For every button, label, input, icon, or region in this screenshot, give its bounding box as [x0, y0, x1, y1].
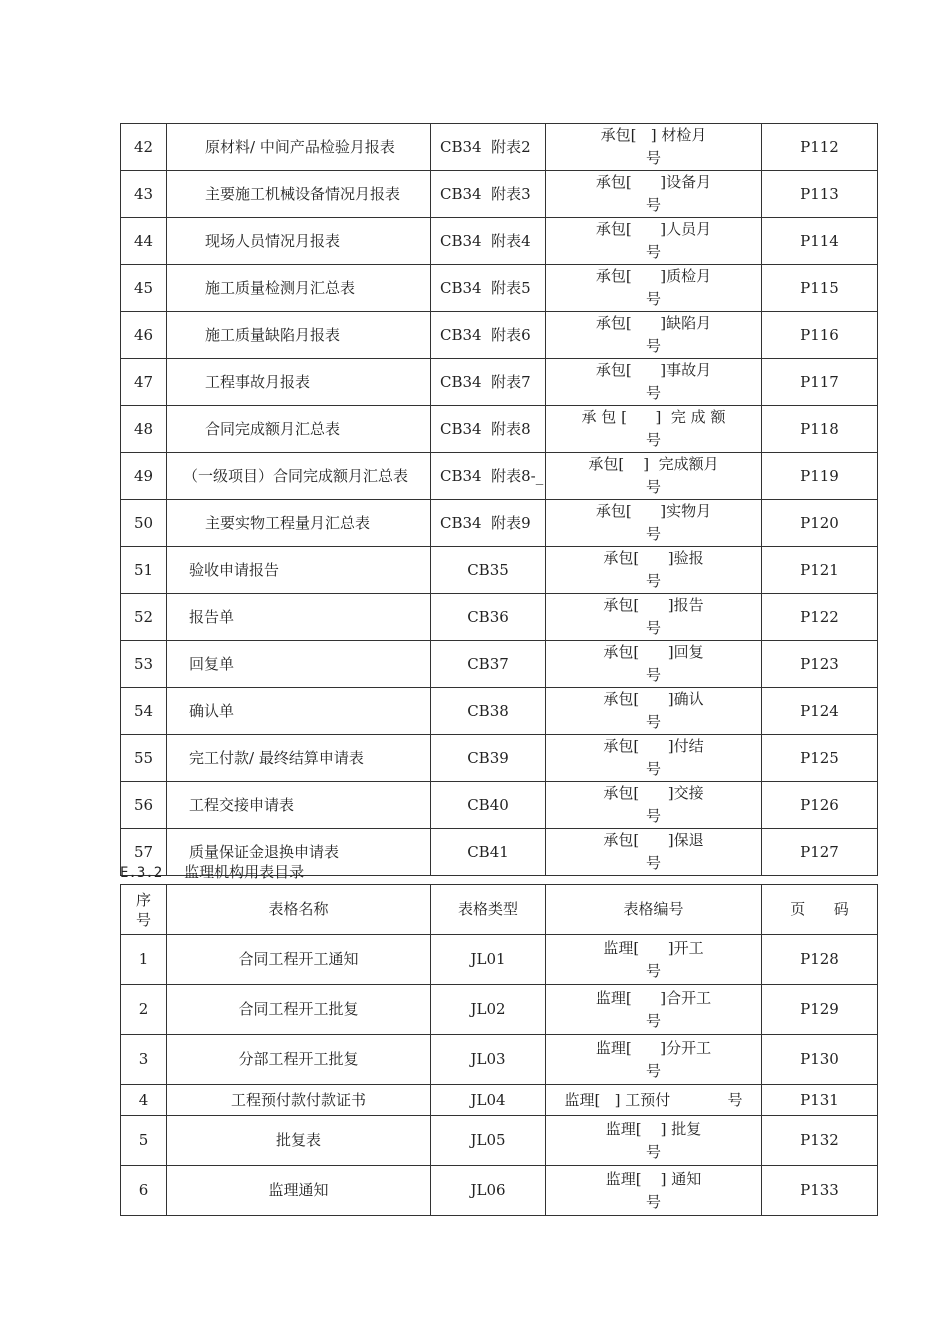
form-name: 分部工程开工批复 — [167, 1035, 431, 1085]
form-code-suffix: 号 — [645, 290, 661, 308]
form-code-suffix: 号 — [645, 572, 661, 590]
form-code-suffix: 号 — [645, 1011, 661, 1030]
page-number: P119 — [762, 453, 878, 500]
form-type: JL04 — [431, 1085, 546, 1116]
form-type: CB34 附表4 — [431, 218, 546, 265]
row-number: 3 — [121, 1035, 167, 1085]
form-code-line: 承包[ ] 材检月 — [600, 126, 707, 144]
page-number: P132 — [762, 1116, 878, 1166]
table-row — [121, 735, 878, 782]
form-name: 完工付款/ 最终结算申请表 — [167, 735, 431, 782]
form-code-suffix: 号 — [645, 1192, 661, 1211]
form-code-suffix: 号 — [645, 961, 661, 980]
row-number: 48 — [121, 406, 167, 453]
form-code-line: 监理[ ] 工预付 号 — [564, 1090, 743, 1109]
form-name: 主要施工机械设备情况月报表 — [167, 171, 431, 218]
page-number: P114 — [762, 218, 878, 265]
table-row — [121, 1166, 878, 1216]
form-name: 工程事故月报表 — [167, 359, 431, 406]
page-number: P112 — [762, 124, 878, 171]
supervision-forms-table — [120, 884, 878, 1216]
form-code — [546, 1116, 762, 1166]
form-code-suffix: 号 — [645, 384, 661, 402]
page-number: P124 — [762, 688, 878, 735]
page-number: P130 — [762, 1035, 878, 1085]
page-number: P122 — [762, 594, 878, 641]
table-row — [121, 406, 878, 453]
form-code-line: 承包[ ]实物月 — [595, 502, 712, 520]
form-type: CB37 — [431, 641, 546, 688]
form-code-line: 承包[ ] 完成额月 — [588, 455, 719, 473]
table-row — [121, 641, 878, 688]
row-number: 2 — [121, 985, 167, 1035]
form-code-suffix: 号 — [645, 666, 661, 684]
form-type: JL02 — [431, 985, 546, 1035]
form-code — [546, 171, 762, 218]
page-number: P117 — [762, 359, 878, 406]
form-code — [546, 985, 762, 1035]
row-number: 50 — [121, 500, 167, 547]
form-type: CB34 附表8 — [431, 406, 546, 453]
form-code — [546, 735, 762, 782]
form-code-line: 承包[ ]缺陷月 — [595, 314, 712, 332]
row-number: 4 — [121, 1085, 167, 1116]
row-number: 43 — [121, 171, 167, 218]
form-code — [546, 500, 762, 547]
form-name: 施工质量缺陷月报表 — [167, 312, 431, 359]
form-code-suffix: 号 — [645, 149, 661, 167]
row-number: 46 — [121, 312, 167, 359]
form-code — [546, 453, 762, 500]
form-code — [546, 312, 762, 359]
row-number: 45 — [121, 265, 167, 312]
page-number: P123 — [762, 641, 878, 688]
form-code-suffix: 号 — [645, 760, 661, 778]
form-code-line: 承包[ ]报告 — [603, 596, 704, 614]
form-type: CB41 — [431, 829, 546, 876]
page-number: P115 — [762, 265, 878, 312]
form-type: JL01 — [431, 935, 546, 985]
section-heading — [120, 861, 304, 884]
form-code-suffix: 号 — [645, 431, 661, 449]
form-code — [546, 1035, 762, 1085]
form-name: 验收申请报告 — [167, 547, 431, 594]
form-code-suffix: 号 — [645, 713, 661, 731]
form-type: CB34 附表3 — [431, 171, 546, 218]
form-name: （一级项目）合同完成额月汇总表 — [167, 453, 431, 500]
form-name: 施工质量检测月汇总表 — [167, 265, 431, 312]
form-code-suffix: 号 — [645, 196, 661, 214]
page-number: P120 — [762, 500, 878, 547]
form-code-suffix: 号 — [645, 337, 661, 355]
row-number: 57 — [121, 829, 167, 876]
page-number: P121 — [762, 547, 878, 594]
form-type: JL03 — [431, 1035, 546, 1085]
row-number: 51 — [121, 547, 167, 594]
form-type: CB34 附表5 — [431, 265, 546, 312]
form-code — [546, 359, 762, 406]
form-code-line: 承包[ ]交接 — [603, 784, 704, 802]
table-row — [121, 265, 878, 312]
form-code-suffix: 号 — [645, 854, 661, 872]
row-number: 42 — [121, 124, 167, 171]
form-name: 回复单 — [167, 641, 431, 688]
table-row — [121, 500, 878, 547]
form-code — [546, 547, 762, 594]
form-type: CB34 附表6 — [431, 312, 546, 359]
page-number: P125 — [762, 735, 878, 782]
row-number: 44 — [121, 218, 167, 265]
form-name: 质量保证金退换申请表 — [167, 829, 431, 876]
row-number: 56 — [121, 782, 167, 829]
form-type: JL05 — [431, 1116, 546, 1166]
table-row — [121, 453, 878, 500]
form-code-suffix: 号 — [645, 478, 661, 496]
form-code-suffix: 号 — [645, 243, 661, 261]
row-number: 47 — [121, 359, 167, 406]
row-number: 1 — [121, 935, 167, 985]
form-code — [546, 265, 762, 312]
form-code — [546, 124, 762, 171]
form-code — [546, 829, 762, 876]
form-code-line: 承包[ ]确认 — [603, 690, 704, 708]
form-code-line: 承包[ ]保退 — [603, 831, 704, 849]
form-code-line: 监理[ ]分开工 — [595, 1038, 712, 1057]
table-row — [121, 1116, 878, 1166]
form-type: CB39 — [431, 735, 546, 782]
form-code — [546, 1085, 762, 1116]
form-code — [546, 1166, 762, 1216]
form-code-line: 监理[ ]开工 — [603, 938, 704, 957]
form-code-suffix: 号 — [645, 807, 661, 825]
form-code-line: 监理[ ]合开工 — [595, 988, 712, 1007]
row-number: 52 — [121, 594, 167, 641]
form-code-line: 承包[ ]付结 — [603, 737, 704, 755]
page-number: P113 — [762, 171, 878, 218]
page-number: P116 — [762, 312, 878, 359]
form-code — [546, 406, 762, 453]
section-number: E.3.2 — [120, 865, 163, 881]
table-row — [121, 218, 878, 265]
form-name: 主要实物工程量月汇总表 — [167, 500, 431, 547]
form-type: JL06 — [431, 1166, 546, 1216]
table-row — [121, 124, 878, 171]
form-code — [546, 594, 762, 641]
page-number: P118 — [762, 406, 878, 453]
row-number: 53 — [121, 641, 167, 688]
header-code: 表格编号 — [546, 885, 762, 935]
form-name: 工程交接申请表 — [167, 782, 431, 829]
table-row — [121, 1035, 878, 1085]
form-code-line: 承包[ ]质检月 — [595, 267, 712, 285]
table-row — [121, 171, 878, 218]
page-number: P129 — [762, 985, 878, 1035]
table-row — [121, 935, 878, 985]
table-row — [121, 312, 878, 359]
form-name: 现场人员情况月报表 — [167, 218, 431, 265]
form-name: 合同工程开工通知 — [167, 935, 431, 985]
form-code-suffix: 号 — [645, 1142, 661, 1161]
form-type: CB38 — [431, 688, 546, 735]
form-name: 合同工程开工批复 — [167, 985, 431, 1035]
form-code — [546, 688, 762, 735]
form-code — [546, 935, 762, 985]
form-type: CB34 附表8-_ — [431, 453, 546, 500]
form-name: 工程预付款付款证书 — [167, 1085, 431, 1116]
form-type: CB34 附表2 — [431, 124, 546, 171]
table-row — [121, 985, 878, 1035]
table-row — [121, 782, 878, 829]
page-number: P127 — [762, 829, 878, 876]
form-code — [546, 641, 762, 688]
form-name: 批复表 — [167, 1116, 431, 1166]
section-title: 监理机构用表目录 — [184, 863, 305, 881]
table-row — [121, 547, 878, 594]
form-type: CB34 附表9 — [431, 500, 546, 547]
form-code — [546, 218, 762, 265]
header-type: 表格类型 — [431, 885, 546, 935]
page-number: P133 — [762, 1166, 878, 1216]
page-number: P128 — [762, 935, 878, 985]
table-row — [121, 688, 878, 735]
row-number: 49 — [121, 453, 167, 500]
table-header-row — [121, 885, 878, 935]
form-code-line: 承包[ ]回复 — [603, 643, 704, 661]
form-code — [546, 782, 762, 829]
table-row — [121, 1085, 878, 1116]
page-number: P126 — [762, 782, 878, 829]
form-code-line: 承包[ ]人员月 — [595, 220, 712, 238]
row-number: 54 — [121, 688, 167, 735]
form-name: 报告单 — [167, 594, 431, 641]
row-number: 55 — [121, 735, 167, 782]
page-number: P131 — [762, 1085, 878, 1116]
form-code-line: 监理[ ] 通知 — [605, 1169, 702, 1188]
row-number: 6 — [121, 1166, 167, 1216]
form-code-line: 承包[ ]设备月 — [595, 173, 712, 191]
contractor-forms-table — [120, 123, 878, 876]
form-type: CB34 附表7 — [431, 359, 546, 406]
form-type: CB35 — [431, 547, 546, 594]
form-name: 监理通知 — [167, 1166, 431, 1216]
header-name: 表格名称 — [167, 885, 431, 935]
table-row — [121, 359, 878, 406]
form-code-line: 承包[ ]事故月 — [595, 361, 712, 379]
form-code-suffix: 号 — [645, 619, 661, 637]
form-name: 确认单 — [167, 688, 431, 735]
header-page: 页 码 — [762, 885, 878, 935]
table-row — [121, 594, 878, 641]
form-code-suffix: 号 — [645, 525, 661, 543]
form-type: CB40 — [431, 782, 546, 829]
form-code-line: 承 包 [ ] 完 成 额 — [581, 408, 726, 426]
header-seq: 序号 — [121, 885, 167, 935]
form-code-line: 承包[ ]验报 — [603, 549, 704, 567]
row-number: 5 — [121, 1116, 167, 1166]
form-name: 合同完成额月汇总表 — [167, 406, 431, 453]
form-code-line: 监理[ ] 批复 — [605, 1119, 702, 1138]
form-name: 原材料/ 中间产品检验月报表 — [167, 124, 431, 171]
form-code-suffix: 号 — [645, 1061, 661, 1080]
form-type: CB36 — [431, 594, 546, 641]
